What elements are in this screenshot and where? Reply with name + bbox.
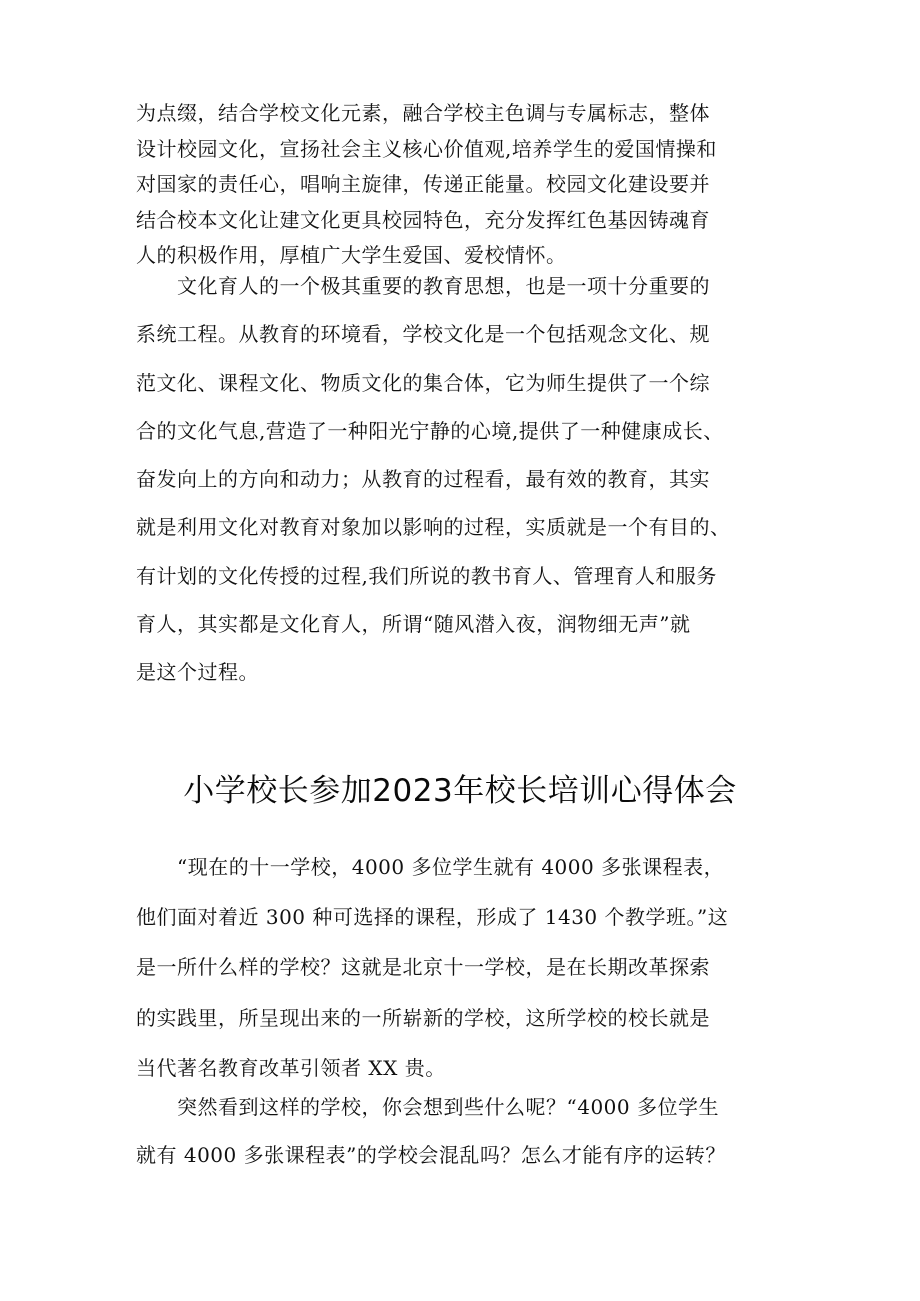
text-line: 范文化、课程文化、物质文化的集合体，它为师生提供了一个综 bbox=[136, 370, 710, 395]
text-line: 对国家的责任心，唱响主旋律，传递正能量。校园文化建设要并 bbox=[136, 172, 710, 196]
text-line: 是这个过程。 bbox=[136, 660, 259, 685]
text-line: 人的积极作用，厚植广大学生爱国、爱校情怀。 bbox=[136, 243, 567, 267]
text-line: 有计划的文化传授的过程,我们所说的教书育人、管理育人和服务 bbox=[136, 563, 717, 588]
paragraph-school-culture-design bbox=[136, 96, 826, 274]
text-line: 的实践里，所呈现出来的一所崭新的学校，这所学校的校长就是 bbox=[136, 1005, 710, 1030]
section-heading: 小学校长参加2023年校长培训心得体会 bbox=[183, 772, 737, 809]
text-line: 奋发向上的方向和动力；从教育的过程看，最有效的教育，其实 bbox=[136, 467, 710, 492]
text-line: “现在的十一学校，4000 多位学生就有 4000 多张课程表， bbox=[136, 855, 725, 879]
paragraph-beijing-school bbox=[136, 842, 826, 1093]
text-line: 合的文化气息,营造了一种阳光宁静的心境,提供了一种健康成长、 bbox=[136, 418, 724, 443]
paragraph-questions bbox=[136, 1083, 826, 1179]
text-line: 突然看到这样的学校，你会想到些什么呢？“4000 多位学生 bbox=[136, 1095, 719, 1119]
text-line: 系统工程。从教育的环境看，学校文化是一个包括观念文化、规 bbox=[136, 322, 710, 347]
text-line: 就是利用文化对教育对象加以影响的过程，实质就是一个有目的、 bbox=[136, 515, 731, 540]
text-line: 是一所什么样的学校？这就是北京十一学校，是在长期改革探索 bbox=[136, 955, 710, 980]
text-line: 育人，其实都是文化育人，所谓“随风潜入夜，润物细无声”就 bbox=[136, 612, 691, 637]
text-line: 当代著名教育改革引领者 XX 贵。 bbox=[136, 1055, 446, 1080]
text-line: 为点缀，结合学校文化元素，融合学校主色调与专属标志，整体 bbox=[136, 101, 710, 125]
text-line: 他们面对着近 300 种可选择的课程，形成了 1430 个教学班。”这 bbox=[136, 905, 729, 930]
text-line: 结合校本文化让建文化更具校园特色，充分发挥红色基因铸魂育 bbox=[136, 207, 710, 232]
text-line: 就有 4000 多张课程表”的学校会混乱吗？怎么才能有序的运转？ bbox=[136, 1143, 726, 1167]
text-line: 文化育人的一个极其重要的教育思想，也是一项十分重要的 bbox=[136, 274, 710, 298]
paragraph-cultural-education bbox=[136, 262, 826, 697]
text-line: 设计校园文化，宣扬社会主义核心价值观,培养学生的爱国情操和 bbox=[136, 136, 717, 161]
